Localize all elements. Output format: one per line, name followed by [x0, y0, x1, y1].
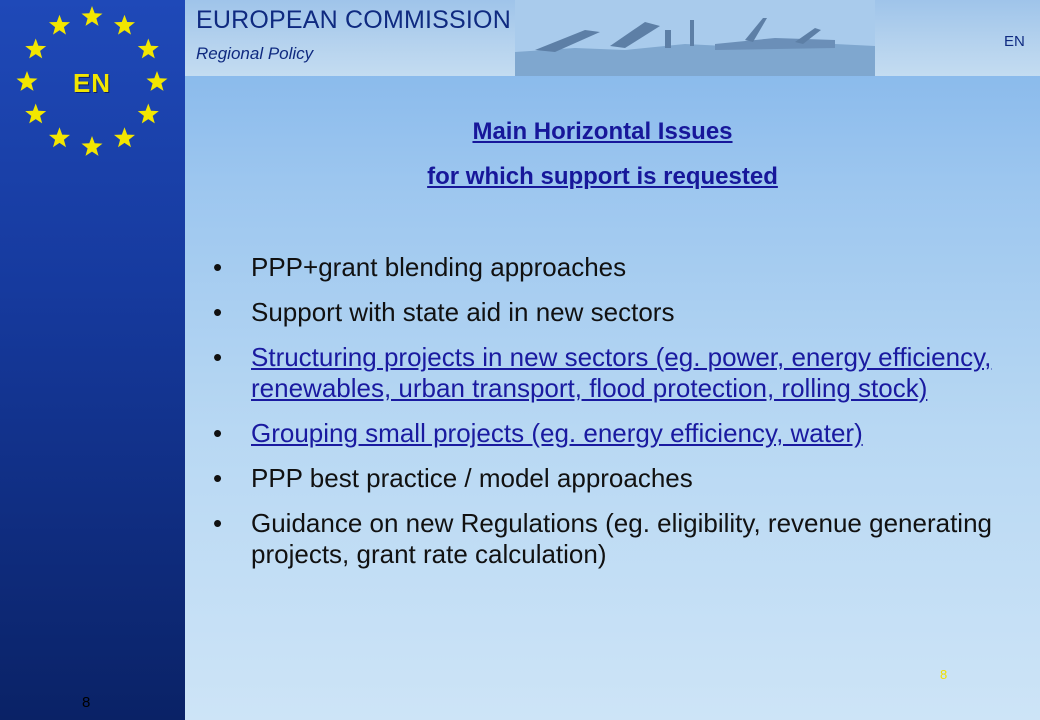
bullet-item [213, 508, 1003, 570]
bullet-text: Support with state aid in new sectors [251, 297, 675, 327]
bullet-list [213, 252, 1003, 584]
star-icon [82, 136, 103, 156]
bullet-link-text[interactable]: Structuring projects in new sectors (eg. power, energy efficiency, renewables, urban transport, flood protection, rolling stock) [251, 342, 992, 403]
star-icon [147, 71, 168, 91]
bullet-item [213, 297, 1003, 328]
bullet-marker: • [213, 508, 223, 538]
bullet-text: Guidance on new Regulations (eg. eligibility, revenue generating projects, grant rate calculation) [251, 508, 992, 569]
bullet-text: PPP+grant blending approaches [251, 252, 627, 282]
slide-title: Main Horizontal Issues [472, 118, 733, 145]
bullet-item[interactable] [213, 418, 1003, 449]
star-icon [17, 71, 38, 91]
bullet-item[interactable] [213, 342, 1003, 404]
star-icon [49, 127, 70, 147]
bullet-marker: • [213, 252, 223, 282]
sidebar-page-number: 8 [82, 694, 91, 711]
header-commission-title: EUROPEAN COMMISSION [196, 6, 511, 34]
bullet-link-text[interactable]: Grouping small projects (eg. energy efficiency, water) [251, 418, 863, 448]
bullet-item [213, 252, 1003, 283]
star-icon [114, 15, 135, 35]
bullet-marker: • [213, 297, 223, 327]
header-policy-subtitle: Regional Policy [196, 44, 314, 63]
bullet-text: PPP best practice / model approaches [251, 463, 693, 493]
star-icon [82, 6, 103, 26]
bullet-marker: • [213, 418, 223, 448]
star-icon [49, 15, 70, 35]
star-icon [138, 104, 159, 124]
star-icon [114, 127, 135, 147]
bullet-item [213, 463, 1003, 494]
slide-subtitle: for which support is requested [427, 163, 778, 190]
emblem-language-label: EN [72, 68, 112, 98]
bullet-marker: • [213, 342, 223, 372]
bullet-marker: • [213, 463, 223, 493]
star-icon [25, 39, 46, 59]
star-icon [25, 104, 46, 124]
language-indicator: EN [1004, 33, 1025, 50]
harbour-photo-icon [515, 0, 875, 76]
footer-page-number: 8 [940, 667, 948, 682]
star-icon [138, 39, 159, 59]
